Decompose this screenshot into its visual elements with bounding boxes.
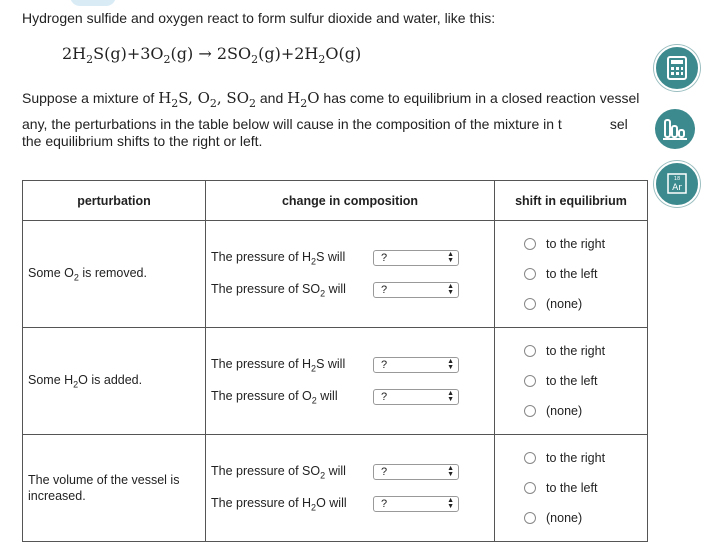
header-perturbation: perturbation <box>23 181 206 221</box>
pressure-dropdown[interactable]: ? ▲ ▼ <box>373 250 459 266</box>
header-shift: shift in equilibrium <box>495 181 648 221</box>
reaction-equation: $2H_2S(g)+3O_2(g) \to 2SO_2(g)+2H_2O(g)$ <box>62 44 362 67</box>
shift-cell <box>495 221 648 328</box>
perturbation-cell: Some $O_2$ is removed. <box>23 221 206 328</box>
radio-button[interactable] <box>524 482 536 494</box>
perturbation-cell: The volume of the vessel is increased. <box>23 435 206 542</box>
change-cell: The pressure of $SO_2$ will ? ▲ ▼ The pressure of $H_2O$ will ? ▲ ▼ <box>206 435 495 542</box>
radio-option-left[interactable]: to the left <box>496 259 646 289</box>
radio-option-right[interactable]: to the right <box>496 229 646 259</box>
intro-text: Hydrogen sulfide and oxygen react to form sulfur dioxide and water, like this: <box>22 10 496 26</box>
dropdown-arrows-icon: ▲ ▼ <box>447 390 454 403</box>
radio-option-right[interactable]: to the right <box>496 336 646 366</box>
perturbation-table <box>22 180 648 542</box>
radio-button[interactable] <box>524 238 536 250</box>
radio-option-none[interactable]: (none) <box>496 503 646 533</box>
periodic-table-icon <box>656 163 698 205</box>
shift-cell <box>495 435 648 542</box>
instructions-line-3: the equilibrium shifts to the right or left. <box>22 133 263 149</box>
radio-button[interactable] <box>524 345 536 357</box>
calculator-button[interactable] <box>654 45 700 91</box>
radio-button[interactable] <box>524 298 536 310</box>
table-row <box>23 435 648 542</box>
dropdown-arrows-icon: ▲ ▼ <box>447 251 454 264</box>
calculator-icon <box>656 47 698 89</box>
radio-option-none[interactable]: (none) <box>496 289 646 319</box>
dropdown-arrows-icon: ▲ ▼ <box>447 358 454 371</box>
table-row <box>23 328 648 435</box>
radio-button[interactable] <box>524 512 536 524</box>
radio-option-right[interactable]: to the right <box>496 443 646 473</box>
shift-cell <box>495 328 648 435</box>
dropdown-arrows-icon: ▲ ▼ <box>447 283 454 296</box>
dropdown-arrows-icon: ▲ ▼ <box>447 497 454 510</box>
radio-option-left[interactable]: to the left <box>496 473 646 503</box>
data-button[interactable] <box>654 108 696 150</box>
radio-button[interactable] <box>524 375 536 387</box>
top-tab[interactable] <box>70 0 116 6</box>
radio-button[interactable] <box>524 268 536 280</box>
instructions-line-2: any, the perturbations in the table below will cause in the composition of the mixture in t sel <box>22 116 628 132</box>
radio-button[interactable] <box>524 405 536 417</box>
dropdown-arrows-icon: ▲ ▼ <box>447 465 454 478</box>
bar-chart-icon <box>654 108 696 150</box>
pressure-dropdown[interactable]: ? ▲ ▼ <box>373 496 459 512</box>
change-cell: The pressure of $H_2S$ will ? ▲ ▼ The pressure of $O_2$ will ? ▲ ▼ <box>206 328 495 435</box>
pressure-dropdown[interactable]: ? ▲ ▼ <box>373 357 459 373</box>
perturbation-cell: Some $H_2O$ is added. <box>23 328 206 435</box>
svg-text:Ar: Ar <box>672 183 682 193</box>
periodic-table-button[interactable] <box>654 161 700 207</box>
table-row <box>23 221 648 328</box>
pressure-dropdown[interactable]: ? ▲ ▼ <box>373 464 459 480</box>
pressure-dropdown[interactable]: ? ▲ ▼ <box>373 282 459 298</box>
instructions-line-1: Suppose a mixture of $H_2S$, $O_2$, $SO_2$ and $H_2O$ has come to equilibrium in a closed reaction vessel <box>22 89 640 110</box>
radio-button[interactable] <box>524 452 536 464</box>
radio-option-none[interactable]: (none) <box>496 396 646 426</box>
header-change: change in composition <box>206 181 495 221</box>
radio-option-left[interactable]: to the left <box>496 366 646 396</box>
pressure-dropdown[interactable]: ? ▲ ▼ <box>373 389 459 405</box>
change-cell: The pressure of $H_2S$ will ? ▲ ▼ The pressure of $SO_2$ will ? ▲ ▼ <box>206 221 495 328</box>
svg-text:18: 18 <box>673 176 681 182</box>
